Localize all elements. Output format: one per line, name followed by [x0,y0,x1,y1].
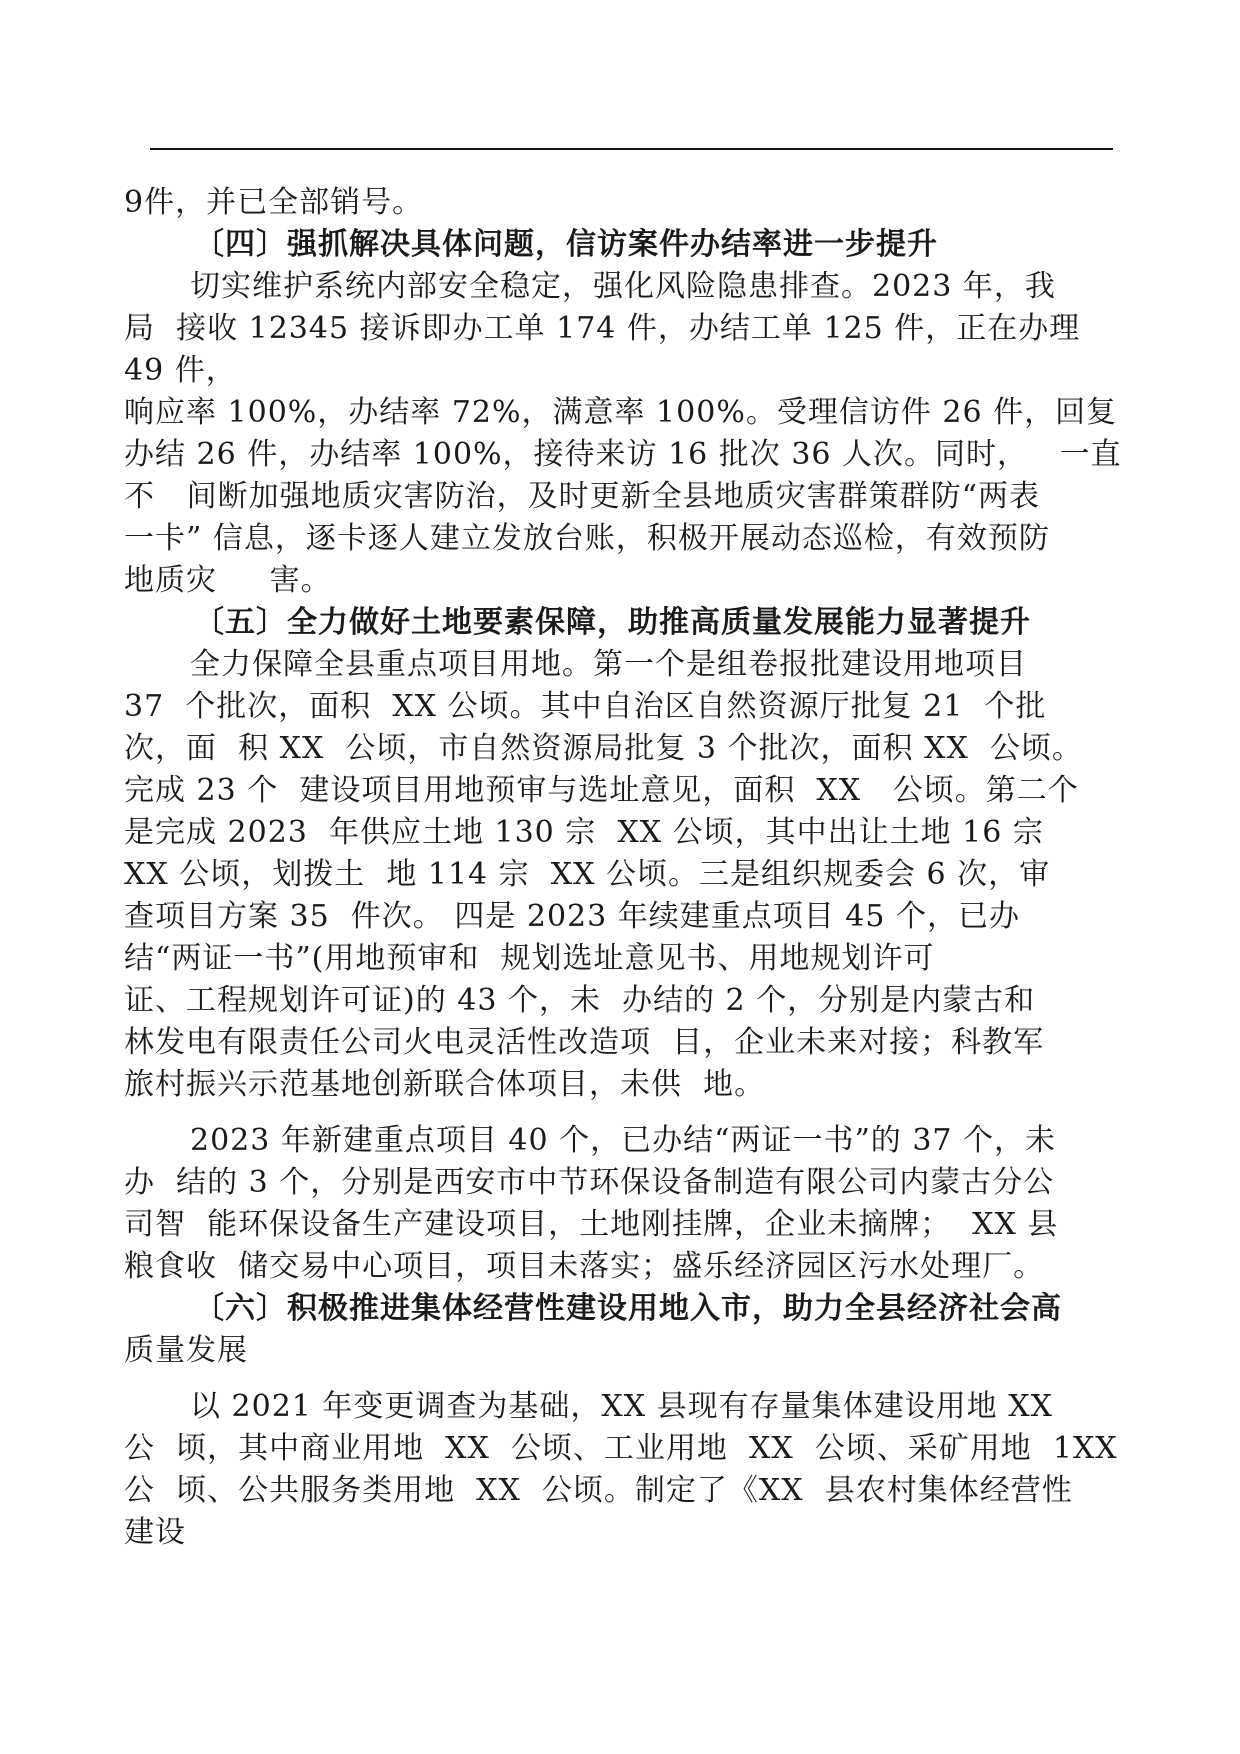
text-line: 结“两证一书”(用地预审和 规划选址意见书、用地规划许可 [124,941,935,976]
text-line: 建设 [124,1515,186,1550]
text-line: 49 件， [124,353,237,388]
text-line: 粮食收 储交易中心项目，项目未落实；盛乐经济园区污水处理厂。 [124,1249,1045,1284]
paragraph-first-line: 切实维护系统内部安全稳定，强化风险隐患排查。2023 年，我 [190,269,1056,304]
text-line: 地质灾 害。 [124,563,332,598]
text-line: 旅村振兴示范基地创新联合体项目，未供 地。 [124,1067,766,1102]
text-line: 林发电有限责任公司火电灵活性改造项 目，企业未来对接；科教军 [124,1025,1045,1060]
text-line: 一卡” 信息，逐卡逐人建立发放台账，积极开展动态巡检，有效预防 [124,521,1050,556]
header-rule [150,148,1113,150]
text-line: 响应率 100%，办结率 72%，满意率 100%。受理信访件 26 件，回复 [124,395,1118,430]
section-heading-5: 〔五〕全力做好土地要素保障，助推高质量发展能力显著提升 [194,605,1031,640]
text-line: 37 个批次，面积 XX 公顷。其中自治区自然资源厅批复 21 个批 [124,689,1047,724]
text-line: 完成 23 个 建设项目用地预审与选址意见，面积 XX 公顷。第二个 [124,773,1079,808]
text-line: 是完成 2023 年供应土地 130 宗 XX 公顷，其中出让土地 16 宗 [124,815,1044,850]
text-line: 办 结的 3 个，分别是西安市中节环保设备制造有限公司内蒙古分公 [124,1165,1055,1200]
text-line: 办结 26 件，办结率 100%，接待来访 16 批次 36 人次。同时， 一直 [124,437,1122,472]
section-heading-6: 〔六〕积极推进集体经营性建设用地入市，助力全县经济社会高 [194,1291,1062,1326]
text-line: 次，面 积 XX 公顷，市自然资源局批复 3 个批次，面积 XX 公顷。 [124,731,1083,766]
text-line: 公 顷，其中商业用地 XX 公顷、工业用地 XX 公顷、采矿用地 1XX [124,1431,1118,1466]
text-line: 不 间断加强地质灾害防治，及时更新全县地质灾害群策群防“两表 [124,479,1040,514]
document-body [124,182,1122,1554]
text-line: 查项目方案 35 件次。 四是 2023 年续建重点项目 45 个，已办 [124,899,1020,934]
text-line: 局 接收 12345 接诉即办工单 174 件，办结工单 125 件，正在办理 [124,311,1081,346]
paragraph-first-line: 2023 年新建重点项目 40 个，已办结“两证一书”的 37 个，未 [190,1123,1057,1158]
text-line: 质量发展 [124,1333,248,1368]
text-line: 司智 能环保设备生产建设项目，土地刚挂牌，企业未摘牌； XX 县 [124,1207,1059,1242]
paragraph-gap [124,1106,1119,1120]
paragraph-first-line: 全力保障全县重点项目用地。第一个是组卷报批建设用地项目 [190,647,1027,682]
text-line: 证、工程规划许可证)的 43 个，未 办结的 2 个，分别是内蒙古和 [124,983,1036,1018]
text-line: XX 公顷，划拨土 地 114 宗 XX 公顷。三是组织规委会 6 次，审 [124,857,1051,892]
section-heading-4: 〔四〕强抓解决具体问题，信访案件办结率进一步提升 [194,227,938,262]
text-line: 公 顷、公共服务类用地 XX 公顷。制定了《XX 县农村集体经营性 [124,1473,1073,1508]
paragraph-first-line: 以 2021 年变更调查为基础，XX 县现有存量集体建设用地 XX [190,1389,1053,1424]
text-line: 9件，并已全部销号。 [124,185,424,220]
paragraph-gap [124,1372,1119,1386]
